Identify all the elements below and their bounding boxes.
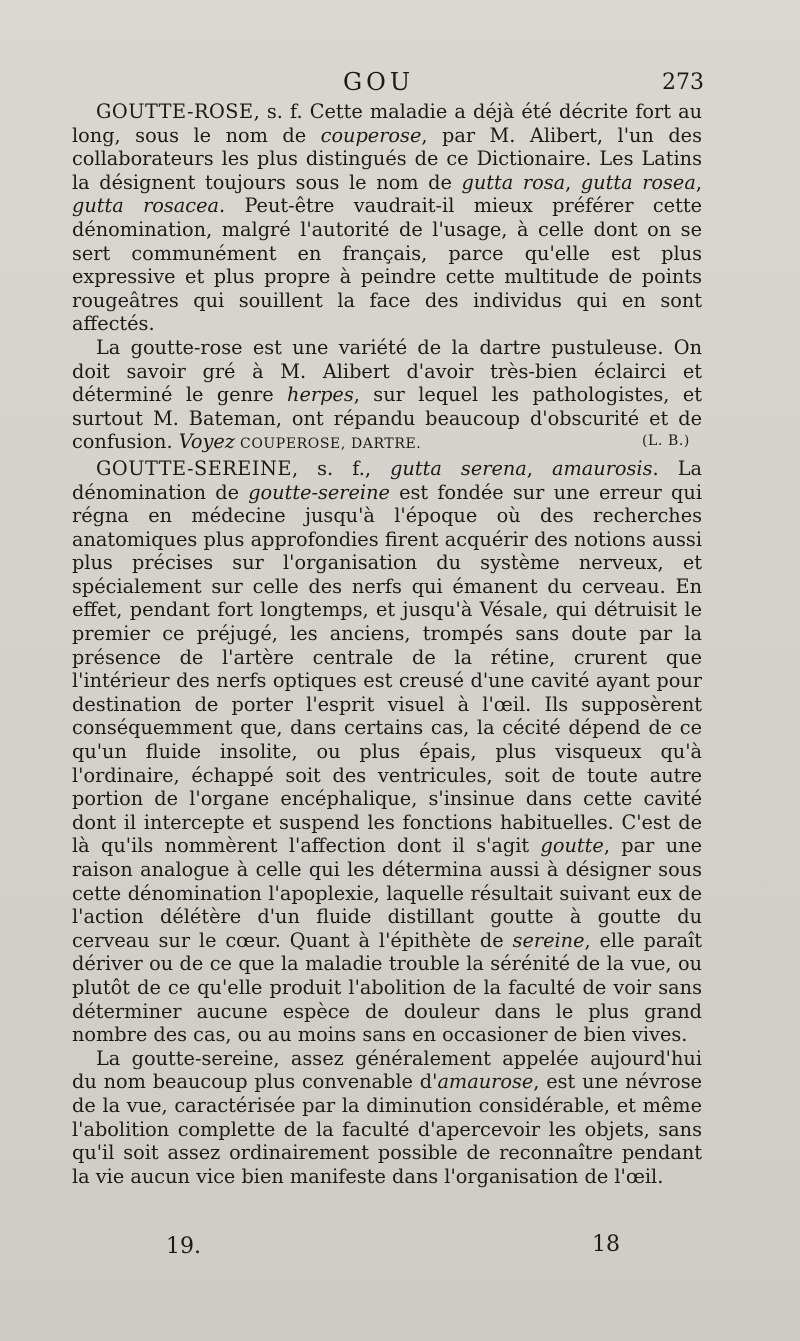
text-run: . La dénomination de <box>72 456 703 504</box>
volume-signature: 19. <box>166 1234 201 1259</box>
main-text <box>72 100 702 1188</box>
text-run: , sur lequel les pathologistes, et surtout M. Bateman, ont répandu beaucoup d'obscurité et de confusion. <box>72 383 703 454</box>
running-head <box>0 68 800 102</box>
text-run: La goutte-sereine, assez généralement appelée aujourd'hui du nom beaucoup plus convenable d' <box>72 1046 702 1094</box>
text-run: La goutte-rose est une variété de la dartre pustuleuse. On doit savoir gré à M. Alibert d'avoir très-bien éclairci et déterminé le genre <box>72 335 702 407</box>
headword-goutte-rose: GOUTTE-ROSE <box>96 100 254 123</box>
italic-term: couperose <box>320 123 422 147</box>
part-of-speech: , s. f., <box>291 456 391 480</box>
text-run: , elle paraît dériver ou de ce que la maladie trouble la sérénité de la vue, ou plutôt de ce qu'elle produit l'abolition de la faculté de voir sans déterminer aucune espèce de douleur dans le plus grand nombre des cas, ou au moins sans en occasioner de bien vives. <box>72 928 702 1047</box>
text-run: , est une névrose de la vue, caractérisée par la diminution considérable, et même l'abolition complette de la faculté d'apercevoir les objets, sans qu'il soit assez ordinairement possible de reconnaître pendant la vie aucun vice bien manifeste dans l'organisation de l'œil. <box>72 1070 703 1188</box>
text-run: , par une raison analogue à celle qui les détermina aussi à désigner sous cette dénomination l'apoplexie, laquelle résultait suivant eux de l'action délétère d'un fluide distillant goutte à goutte du cerveau sur le cœur. Quant à l'épithète de <box>72 834 702 952</box>
italic-term: gutta serena <box>390 456 527 480</box>
text-run: , <box>565 170 581 194</box>
text-run: est fondée sur une erreur qui régna en médecine jusqu'à l'époque où des recherches anatomiques plus approfondies firent acquérir des notions aussi plus précises sur l'organisation du système nerveux, et spécialement sur celle des nerfs qui émanent du cerveau. En effet, pendant fort longtemps, et jusqu'à Vésale, qui détruisit le premier ce préjugé, les anciens, trompés sans doute par la présence de l'artère centrale de la rétine, crurent que l'intérieur des nerfs optiques est creusé d'une cavité ayant pour destination de porter l'esprit visuel à l'œil. Ils supposèrent conséquemment que, dans certains cas, la cécité dépend de ce qu'un fluide insolite, ou plus épais, plus visqueux qu'à l'ordinaire, échappé soit des ventricules, soit de toute autre portion de l'organe encéphalique, s'insinue dans cette cavité dont il intercepte et suspend les fonctions habituelles. C'est de là qu'ils nommèrent l'affection dont il s'agit <box>72 480 702 858</box>
entry-goutte-rose <box>72 100 702 336</box>
italic-term: sereine <box>512 928 585 952</box>
italic-term: amaurosis <box>552 456 653 480</box>
page-number: 273 <box>662 70 704 95</box>
entry-goutte-sereine <box>72 457 702 1047</box>
author-signature: (L. B.) <box>641 433 690 450</box>
sheet-signature: 18 <box>592 1232 620 1257</box>
headword-goutte-sereine: GOUTTE-SEREINE <box>96 456 292 480</box>
printer-signatures <box>0 1232 800 1262</box>
text-run: , <box>526 456 553 480</box>
paragraph-goutte-rose-2 <box>72 336 702 457</box>
voyez-label: Voyez <box>178 430 235 454</box>
text-run: , <box>695 170 702 194</box>
text-run: Cette maladie a déjà été décrite fort au long, sous le nom de <box>72 100 702 147</box>
paragraph-goutte-sereine-2 <box>72 1047 702 1189</box>
text-run: . Peut-être vaudrait-il mieux préférer cette dénomination, malgré l'autorité de l'usage, à celle dont on se sert communément en français, parce qu'elle est plus expressive et plus propre à peindre cette multitude de points rougeâtres qui souillent la face des individus qui en sont affectés. <box>72 194 702 336</box>
cross-references: COUPEROSE, DARTRE. <box>234 436 422 453</box>
part-of-speech: , s. f. <box>253 100 303 123</box>
italic-term: goutte <box>540 834 604 858</box>
italic-term: gutta rosea <box>580 170 696 194</box>
italic-term: amaurose <box>437 1070 534 1094</box>
text-run: , par M. Alibert, l'un des collaborateurs les plus distingués de ce Dictionaire. Les Latins la désignent toujours sous le nom de <box>72 123 702 194</box>
italic-term: gutta rosacea <box>72 194 219 218</box>
italic-term: gutta rosa <box>461 170 566 194</box>
italic-term: herpes <box>287 383 354 407</box>
running-headword: GOU <box>343 68 415 96</box>
italic-term: goutte-sereine <box>248 480 390 504</box>
